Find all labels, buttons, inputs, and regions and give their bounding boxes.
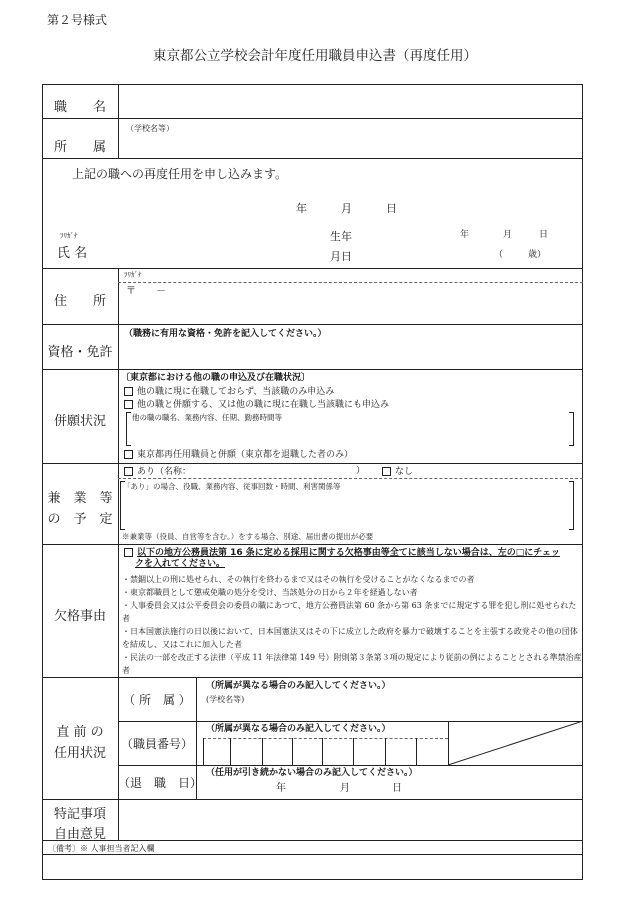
bracket-right [569, 412, 574, 446]
disqualification-checkbox-line-2: クを入れてください。 [135, 559, 226, 569]
side-job-label-1: 兼 業 等 [47, 491, 113, 506]
age-open: （ [494, 250, 504, 260]
application-statement: 上記の職への再度任用を申し込みます。 [72, 167, 288, 181]
qualification-label: 資格・免許 [47, 345, 113, 360]
checkbox[interactable] [124, 548, 133, 557]
checkbox[interactable] [124, 450, 133, 459]
prior-affiliation-label: （ 所 属 ） [123, 693, 191, 707]
prior-retire-label: （退 職 日） [118, 776, 203, 790]
prior-label-2: 任用状況 [53, 746, 106, 761]
concurrent-option-2[interactable]: 他の職と併願する、又は他の職に現に在職し当該職にも申込み [124, 400, 389, 410]
retire-day: 日 [392, 783, 402, 794]
prior-label-1: 直 前 の [56, 725, 104, 740]
birth-year: 年 [460, 230, 470, 240]
job-name-label: 職 名 [53, 100, 106, 115]
prior-school-name-note: (学校名等) [206, 695, 245, 704]
concurrent-heading: 〔東京都における他の職の申込及び在職状況〕 [121, 373, 311, 383]
birth-month: 月 [503, 230, 513, 240]
form-number: 第２号様式 [47, 13, 108, 27]
checkbox[interactable] [124, 387, 133, 396]
affiliation-label: 所 属 [53, 140, 106, 155]
date-day: 日 [386, 202, 397, 215]
prior-affiliation-note: （所属が異なる場合のみ記入してください。） [206, 681, 391, 691]
concurrent-detail-note: 他の職の職名、業務内容、任期、勤務時間等 [132, 413, 282, 422]
side-job-yes-close: ） [356, 466, 366, 476]
name-label: 氏 名 [57, 246, 88, 261]
concurrent-option-1[interactable]: 他の職に現に在職しておらず、当該職のみ申込み [124, 387, 334, 397]
checkbox[interactable] [382, 467, 391, 476]
birth-day: 日 [539, 230, 549, 240]
prior-staff-number-note: （所属が異なる場合のみ記入してください。） [206, 724, 391, 734]
remarks-label: 〔備考〕※ 人事担当者記入欄 [48, 844, 155, 853]
side-job-detail-note: 「あり」の場合、役職、業務内容、従事回数・時間、利害関係等 [123, 482, 341, 491]
special-label-1: 特記事項 [53, 807, 106, 822]
disqualification-item-1: ・禁錮以上の刑に処せられ、その執行を終わるまで又はその執行を受けることがなくなるまでの者 [122, 575, 475, 584]
side-job-yes[interactable]: あり（名称： [124, 467, 191, 477]
date-month: 月 [341, 202, 352, 215]
prior-retire-note: （任用が引き続かない場合のみ記入してください。） [206, 768, 418, 778]
prior-staff-number-label: （職員番号） [120, 737, 193, 751]
concurrent-label: 併願状況 [53, 414, 106, 429]
address-label: 住 所 [53, 294, 106, 309]
birth-label-2: 月日 [330, 250, 352, 263]
birth-label-1: 生年 [330, 230, 352, 243]
concurrent-option-3[interactable]: 東京都再任用職員と併願（東京都を退職した者のみ） [124, 450, 353, 460]
special-label-2: 自由意見 [53, 827, 106, 842]
name-furigana: ﾌﾘｶﾞﾅ [60, 232, 78, 240]
retire-month: 月 [340, 783, 350, 794]
bracket-left [126, 412, 131, 446]
disqualification-checkbox-line-1[interactable]: 以下の地方公務員法第 16 条に定める採用に関する欠格事由等全てに該当しない場合は、左の□にチェッ [124, 548, 560, 558]
date-year: 年 [296, 202, 307, 215]
side-job-footnote: ※兼業等（役員、自営等を含む。）をする場合、別途、届出書の提出が必要 [122, 532, 374, 541]
disqualification-item-2: ・東京都職員として懲戒免職の処分を受け、当該処分の日から２年を経過しない者 [122, 588, 418, 597]
retire-year: 年 [276, 783, 286, 794]
disqualification-item-5: ・民法の一部を改正する法律（平成 11 年法律第 149 号）附則第３条第３項の規定により従前の例によることとされる準禁治産者 [122, 653, 582, 675]
qualification-note: （職務に有用な資格・免許を記入してください。） [124, 329, 327, 339]
form-title: 東京都公立学校会計年度任用職員申込書（再度任用） [153, 48, 477, 64]
side-job-no[interactable]: なし [382, 467, 413, 477]
disqualification-label: 欠格事由 [53, 609, 106, 624]
age-close: 歳） [528, 250, 547, 260]
address-furigana: ﾌﾘｶﾞﾅ [124, 271, 142, 279]
side-job-label-2: の 予 定 [47, 512, 113, 527]
bracket-right [569, 481, 574, 530]
checkbox[interactable] [124, 400, 133, 409]
disqualification-item-4: ・日本国憲法施行の日以後において、日本国憲法又はその下に成立した政府を暴力で破壊することを主張する政党その他の団体を結成し、又はこれに加入した者 [122, 627, 578, 649]
postal-mark: 〒 － [126, 286, 166, 297]
checkbox[interactable] [124, 467, 133, 476]
disqualification-item-3: ・人事委員会又は公平委員会の委員の職にあつて、地方公務員法第 60 条から第 63 条までに規定する罪を犯し刑に処せられた者 [122, 601, 577, 623]
school-name-note: （学校名等） [126, 124, 174, 133]
staff-number-diagonal [448, 721, 583, 765]
